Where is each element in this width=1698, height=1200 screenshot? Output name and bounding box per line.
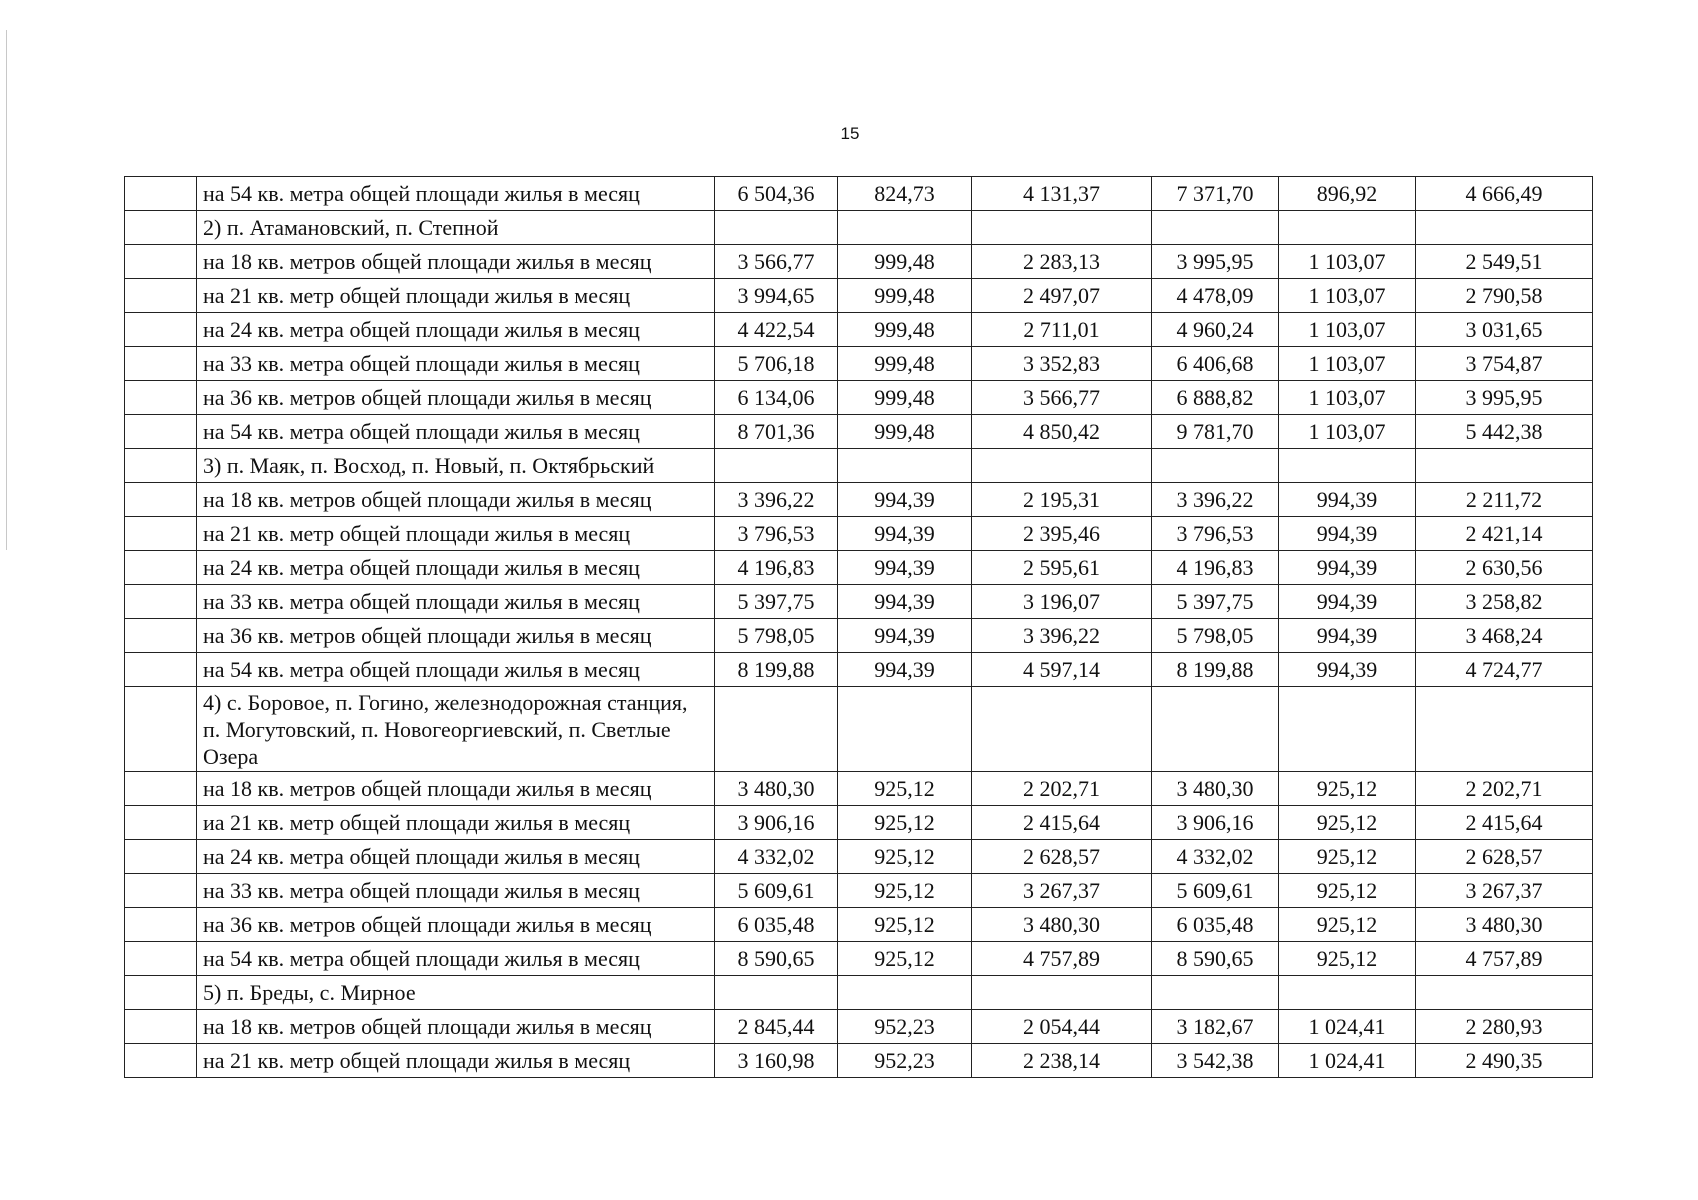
table-row (125, 415, 1593, 449)
row-index-cell (125, 211, 197, 245)
value-cell (972, 211, 1152, 245)
value-cell: 1 024,41 (1279, 1010, 1416, 1044)
row-index-cell (125, 874, 197, 908)
table-row (125, 347, 1593, 381)
page-number: 15 (840, 124, 860, 143)
value-cell: 994,39 (1279, 551, 1416, 585)
value-cell: 2 202,71 (972, 772, 1152, 806)
row-label-cell: на 18 кв. метров общей площади жилья в месяц (197, 245, 715, 279)
value-cell: 3 267,37 (972, 874, 1152, 908)
value-cell (1279, 687, 1416, 772)
value-cell (715, 449, 838, 483)
value-cell: 2 280,93 (1416, 1010, 1593, 1044)
value-cell: 2 415,64 (1416, 806, 1593, 840)
row-index-cell (125, 772, 197, 806)
value-cell: 2 415,64 (972, 806, 1152, 840)
row-index-cell (125, 976, 197, 1010)
value-cell: 994,39 (1279, 483, 1416, 517)
value-cell: 4 131,37 (972, 177, 1152, 211)
row-label-cell: на 36 кв. метров общей площади жилья в месяц (197, 908, 715, 942)
row-index-cell (125, 653, 197, 687)
table-row (125, 381, 1593, 415)
value-cell (1416, 449, 1593, 483)
row-label-cell: на 24 кв. метра общей площади жилья в месяц (197, 313, 715, 347)
table-row (125, 279, 1593, 313)
value-cell: 2 421,14 (1416, 517, 1593, 551)
table-row (125, 874, 1593, 908)
value-cell: 999,48 (838, 279, 972, 313)
value-cell: 994,39 (1279, 517, 1416, 551)
value-cell: 3 480,30 (1416, 908, 1593, 942)
value-cell: 4 724,77 (1416, 653, 1593, 687)
row-label-cell: иа 21 кв. метр общей площади жилья в месяц (197, 806, 715, 840)
value-cell: 4 597,14 (972, 653, 1152, 687)
value-cell: 3 754,87 (1416, 347, 1593, 381)
tariff-table (124, 176, 1593, 1078)
row-index-cell (125, 449, 197, 483)
value-cell: 3 906,16 (715, 806, 838, 840)
value-cell: 3 906,16 (1152, 806, 1279, 840)
value-cell: 5 609,61 (715, 874, 838, 908)
value-cell: 6 134,06 (715, 381, 838, 415)
value-cell: 994,39 (838, 653, 972, 687)
value-cell: 3 995,95 (1416, 381, 1593, 415)
group-label-cell: 3) п. Маяк, п. Восход, п. Новый, п. Октябрьский (197, 449, 715, 483)
table-row (125, 177, 1593, 211)
value-cell: 4 850,42 (972, 415, 1152, 449)
value-cell: 925,12 (1279, 772, 1416, 806)
row-index-cell (125, 415, 197, 449)
value-cell: 896,92 (1279, 177, 1416, 211)
table-row (125, 806, 1593, 840)
value-cell: 3 352,83 (972, 347, 1152, 381)
value-cell: 952,23 (838, 1010, 972, 1044)
group-label-cell: 5) п. Бреды, с. Мирное (197, 976, 715, 1010)
value-cell: 8 199,88 (1152, 653, 1279, 687)
value-cell: 3 796,53 (1152, 517, 1279, 551)
value-cell: 925,12 (838, 942, 972, 976)
value-cell: 994,39 (1279, 585, 1416, 619)
row-label-cell: на 54 кв. метра общей площади жилья в месяц (197, 177, 715, 211)
value-cell: 1 103,07 (1279, 415, 1416, 449)
row-label-cell: на 18 кв. метров общей площади жилья в месяц (197, 1010, 715, 1044)
row-label-cell: на 24 кв. метра общей площади жилья в месяц (197, 840, 715, 874)
value-cell (715, 687, 838, 772)
value-cell: 925,12 (1279, 942, 1416, 976)
row-label-cell: на 54 кв. метра общей площади жилья в месяц (197, 653, 715, 687)
row-index-cell (125, 483, 197, 517)
value-cell: 925,12 (1279, 908, 1416, 942)
table-row (125, 942, 1593, 976)
value-cell: 925,12 (838, 772, 972, 806)
table-row (125, 245, 1593, 279)
value-cell (715, 976, 838, 1010)
value-cell: 8 199,88 (715, 653, 838, 687)
row-index-cell (125, 313, 197, 347)
value-cell: 2 054,44 (972, 1010, 1152, 1044)
table-row (125, 653, 1593, 687)
table-row (125, 772, 1593, 806)
row-index-cell (125, 687, 197, 772)
value-cell: 3 480,30 (972, 908, 1152, 942)
value-cell: 4 196,83 (1152, 551, 1279, 585)
value-cell: 4 422,54 (715, 313, 838, 347)
row-index-cell (125, 381, 197, 415)
value-cell (972, 449, 1152, 483)
table-group-row (125, 449, 1593, 483)
value-cell: 2 790,58 (1416, 279, 1593, 313)
value-cell: 1 103,07 (1279, 347, 1416, 381)
value-cell: 6 035,48 (1152, 908, 1279, 942)
value-cell: 3 182,67 (1152, 1010, 1279, 1044)
row-index-cell (125, 279, 197, 313)
value-cell (838, 449, 972, 483)
value-cell: 2 628,57 (1416, 840, 1593, 874)
row-label-cell: на 21 кв. метр общей площади жилья в месяц (197, 517, 715, 551)
row-label-cell: на 33 кв. метра общей площади жилья в месяц (197, 347, 715, 381)
row-label-cell: на 54 кв. метра общей площади жилья в месяц (197, 415, 715, 449)
value-cell: 3 196,07 (972, 585, 1152, 619)
value-cell: 8 590,65 (715, 942, 838, 976)
value-cell: 4 960,24 (1152, 313, 1279, 347)
value-cell: 7 371,70 (1152, 177, 1279, 211)
value-cell: 1 103,07 (1279, 279, 1416, 313)
value-cell: 925,12 (1279, 840, 1416, 874)
value-cell: 2 628,57 (972, 840, 1152, 874)
value-cell: 3 267,37 (1416, 874, 1593, 908)
value-cell: 994,39 (1279, 653, 1416, 687)
value-cell: 8 701,36 (715, 415, 838, 449)
value-cell: 3 468,24 (1416, 619, 1593, 653)
value-cell: 952,23 (838, 1044, 972, 1078)
row-label-cell: на 18 кв. метров общей площади жилья в месяц (197, 483, 715, 517)
table-row (125, 585, 1593, 619)
value-cell: 4 478,09 (1152, 279, 1279, 313)
value-cell: 5 397,75 (715, 585, 838, 619)
group-label-cell: 4) с. Боровое, п. Гогино, железнодорожная станция, п. Могутовский, п. Новогеоргиевский, п. Светлые Озера (197, 687, 715, 772)
value-cell: 2 630,56 (1416, 551, 1593, 585)
row-label-cell: на 33 кв. метра общей площади жилья в месяц (197, 874, 715, 908)
value-cell: 2 238,14 (972, 1044, 1152, 1078)
value-cell: 3 396,22 (972, 619, 1152, 653)
value-cell: 2 490,35 (1416, 1044, 1593, 1078)
value-cell: 999,48 (838, 245, 972, 279)
value-cell: 994,39 (1279, 619, 1416, 653)
value-cell: 3 480,30 (1152, 772, 1279, 806)
row-index-cell (125, 1010, 197, 1044)
value-cell: 4 332,02 (715, 840, 838, 874)
value-cell (1279, 449, 1416, 483)
scan-margin-line (6, 30, 7, 550)
row-label-cell: на 18 кв. метров общей площади жилья в месяц (197, 772, 715, 806)
value-cell (1416, 976, 1593, 1010)
row-index-cell (125, 619, 197, 653)
row-index-cell (125, 1044, 197, 1078)
value-cell (972, 687, 1152, 772)
table-row (125, 551, 1593, 585)
value-cell: 994,39 (838, 551, 972, 585)
value-cell: 3 566,77 (972, 381, 1152, 415)
value-cell: 3 160,98 (715, 1044, 838, 1078)
value-cell: 925,12 (838, 840, 972, 874)
value-cell (715, 211, 838, 245)
value-cell: 925,12 (838, 874, 972, 908)
value-cell: 3 542,38 (1152, 1044, 1279, 1078)
value-cell (1152, 976, 1279, 1010)
value-cell: 999,48 (838, 381, 972, 415)
row-label-cell: на 21 кв. метр общей площади жилья в месяц (197, 279, 715, 313)
value-cell: 3 995,95 (1152, 245, 1279, 279)
value-cell: 3 796,53 (715, 517, 838, 551)
value-cell: 8 590,65 (1152, 942, 1279, 976)
table-row (125, 483, 1593, 517)
value-cell: 2 283,13 (972, 245, 1152, 279)
value-cell: 5 609,61 (1152, 874, 1279, 908)
value-cell: 3 396,22 (1152, 483, 1279, 517)
table-row (125, 1044, 1593, 1078)
value-cell: 1 024,41 (1279, 1044, 1416, 1078)
value-cell: 2 195,31 (972, 483, 1152, 517)
row-index-cell (125, 245, 197, 279)
row-index-cell (125, 551, 197, 585)
table-row (125, 517, 1593, 551)
value-cell: 3 566,77 (715, 245, 838, 279)
value-cell: 999,48 (838, 347, 972, 381)
value-cell: 6 888,82 (1152, 381, 1279, 415)
value-cell: 4 757,89 (1416, 942, 1593, 976)
value-cell: 4 196,83 (715, 551, 838, 585)
value-cell: 3 031,65 (1416, 313, 1593, 347)
table-body (125, 177, 1593, 1078)
row-label-cell: на 54 кв. метра общей площади жилья в месяц (197, 942, 715, 976)
table-row (125, 840, 1593, 874)
value-cell: 1 103,07 (1279, 245, 1416, 279)
row-label-cell: на 24 кв. метра общей площади жилья в месяц (197, 551, 715, 585)
value-cell: 6 504,36 (715, 177, 838, 211)
value-cell: 994,39 (838, 619, 972, 653)
row-index-cell (125, 840, 197, 874)
value-cell: 2 549,51 (1416, 245, 1593, 279)
row-index-cell (125, 942, 197, 976)
value-cell: 3 396,22 (715, 483, 838, 517)
value-cell: 2 211,72 (1416, 483, 1593, 517)
value-cell: 994,39 (838, 483, 972, 517)
table-row (125, 313, 1593, 347)
row-index-cell (125, 806, 197, 840)
value-cell: 3 994,65 (715, 279, 838, 313)
value-cell: 994,39 (838, 517, 972, 551)
value-cell (972, 976, 1152, 1010)
value-cell: 999,48 (838, 313, 972, 347)
value-cell: 3 258,82 (1416, 585, 1593, 619)
row-index-cell (125, 517, 197, 551)
value-cell (1279, 211, 1416, 245)
value-cell: 2 202,71 (1416, 772, 1593, 806)
value-cell: 925,12 (1279, 806, 1416, 840)
row-index-cell (125, 177, 197, 211)
value-cell: 1 103,07 (1279, 381, 1416, 415)
value-cell: 5 397,75 (1152, 585, 1279, 619)
value-cell: 5 442,38 (1416, 415, 1593, 449)
value-cell: 2 711,01 (972, 313, 1152, 347)
value-cell: 9 781,70 (1152, 415, 1279, 449)
row-label-cell: на 36 кв. метров общей площади жилья в месяц (197, 381, 715, 415)
value-cell (1152, 449, 1279, 483)
value-cell: 999,48 (838, 415, 972, 449)
value-cell: 2 395,46 (972, 517, 1152, 551)
value-cell: 5 798,05 (1152, 619, 1279, 653)
table-group-row (125, 976, 1593, 1010)
row-label-cell: на 21 кв. метр общей площади жилья в месяц (197, 1044, 715, 1078)
value-cell: 824,73 (838, 177, 972, 211)
value-cell (1152, 687, 1279, 772)
value-cell: 925,12 (838, 908, 972, 942)
group-label-cell: 2) п. Атамановский, п. Степной (197, 211, 715, 245)
value-cell (1416, 211, 1593, 245)
value-cell: 994,39 (838, 585, 972, 619)
value-cell: 925,12 (838, 806, 972, 840)
table-row (125, 908, 1593, 942)
row-index-cell (125, 585, 197, 619)
value-cell: 4 666,49 (1416, 177, 1593, 211)
table-group-row (125, 687, 1593, 772)
value-cell: 2 845,44 (715, 1010, 838, 1044)
value-cell (1416, 687, 1593, 772)
table-row (125, 1010, 1593, 1044)
row-label-cell: на 36 кв. метров общей площади жилья в месяц (197, 619, 715, 653)
value-cell: 2 595,61 (972, 551, 1152, 585)
row-label-cell: на 33 кв. метра общей площади жилья в месяц (197, 585, 715, 619)
value-cell: 4 332,02 (1152, 840, 1279, 874)
value-cell: 3 480,30 (715, 772, 838, 806)
value-cell (1279, 976, 1416, 1010)
value-cell (838, 976, 972, 1010)
value-cell (838, 211, 972, 245)
value-cell: 5 706,18 (715, 347, 838, 381)
table-row (125, 619, 1593, 653)
table-group-row (125, 211, 1593, 245)
value-cell: 2 497,07 (972, 279, 1152, 313)
value-cell: 925,12 (1279, 874, 1416, 908)
value-cell (1152, 211, 1279, 245)
value-cell: 6 406,68 (1152, 347, 1279, 381)
row-index-cell (125, 908, 197, 942)
value-cell: 6 035,48 (715, 908, 838, 942)
value-cell: 5 798,05 (715, 619, 838, 653)
value-cell: 1 103,07 (1279, 313, 1416, 347)
value-cell: 4 757,89 (972, 942, 1152, 976)
row-index-cell (125, 347, 197, 381)
value-cell (838, 687, 972, 772)
